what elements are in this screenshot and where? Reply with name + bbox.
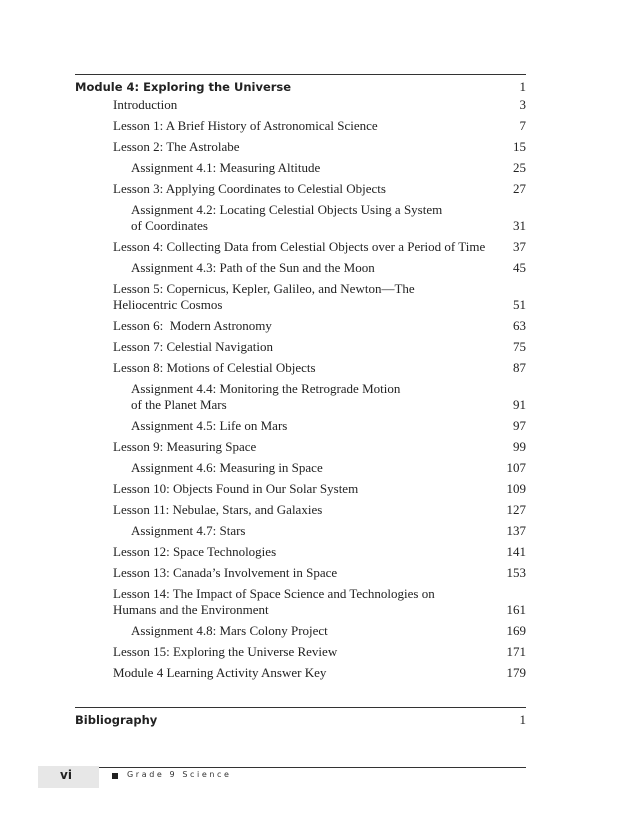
module-page-number: 1 xyxy=(519,79,526,94)
toc-entry-title: Introduction xyxy=(113,97,178,112)
toc-entry xyxy=(113,139,526,155)
toc-entry xyxy=(113,481,526,497)
toc-entry xyxy=(113,565,526,581)
toc-entry xyxy=(113,360,526,376)
toc-entry-page-number: 179 xyxy=(506,665,526,680)
toc-entry-page-number: 161 xyxy=(506,602,526,617)
toc-entry xyxy=(131,523,526,539)
toc-entry xyxy=(113,439,526,455)
toc-entry-title: Assignment 4.7: Stars xyxy=(131,523,246,538)
toc-entry-page-number: 153 xyxy=(506,565,526,580)
toc-entry-page-number: 127 xyxy=(506,502,526,517)
toc-entry xyxy=(113,502,526,518)
toc-entry-page-number: 45 xyxy=(513,260,526,275)
toc-entry-title: Lesson 8: Motions of Celestial Objects xyxy=(113,360,316,375)
toc-entry xyxy=(131,623,526,639)
toc-entry-page-number: 107 xyxy=(506,460,526,475)
footer-page-number: vi xyxy=(60,768,72,782)
toc-entry xyxy=(113,339,526,355)
toc-entry-title: Assignment 4.3: Path of the Sun and the Moon xyxy=(131,260,375,275)
toc-entry-page-number: 137 xyxy=(506,523,526,538)
toc-entry-page-number: 87 xyxy=(513,360,526,375)
toc-entry-title: Lesson 15: Exploring the Universe Review xyxy=(113,644,338,659)
toc-entry-page-number: 91 xyxy=(513,397,526,412)
toc-entry-page-number: 75 xyxy=(513,339,526,354)
toc-entry xyxy=(113,644,526,660)
footer-course-title: Grade 9 Science xyxy=(127,770,232,779)
toc-entry-title: Lesson 2: The Astrolabe xyxy=(113,139,240,154)
toc-entry xyxy=(113,239,526,255)
bibliography-heading xyxy=(75,712,526,730)
toc-entry-title: Lesson 3: Applying Coordinates to Celestial Objects xyxy=(113,181,386,196)
toc-entry-title: Lesson 13: Canada’s Involvement in Space xyxy=(113,565,338,580)
toc-entry xyxy=(113,97,526,113)
toc-entry-title: Assignment 4.8: Mars Colony Project xyxy=(131,623,328,638)
toc-entry-page-number: 63 xyxy=(513,318,526,333)
toc-entry xyxy=(113,281,526,313)
toc-entry-title: Assignment 4.5: Life on Mars xyxy=(131,418,288,433)
toc-entry xyxy=(113,544,526,560)
toc-entry-title: Lesson 9: Measuring Space xyxy=(113,439,257,454)
toc-entry-title: Assignment 4.2: Locating Celestial Objects Using a System xyxy=(131,202,443,217)
toc-entry-title: Assignment 4.6: Measuring in Space xyxy=(131,460,323,475)
toc-entry-page-number: 27 xyxy=(513,181,526,196)
toc-entry-title: Assignment 4.4: Monitoring the Retrograde Motion xyxy=(131,381,401,396)
toc-entry-page-number: 99 xyxy=(513,439,526,454)
toc-entry-page-number: 3 xyxy=(519,97,526,112)
footer-rule xyxy=(99,767,526,768)
toc-entry-title: of Coordinates xyxy=(131,218,208,233)
toc-entry xyxy=(131,160,526,176)
toc-entry-title: Lesson 4: Collecting Data from Celestial Objects over a Period of Time xyxy=(113,239,486,254)
toc-entry-title: Humans and the Environment xyxy=(113,602,269,617)
bibliography-page-number: 1 xyxy=(519,712,526,727)
toc-entry-title: Lesson 6: Modern Astronomy xyxy=(113,318,272,333)
toc-entry xyxy=(131,418,526,434)
toc-entry-page-number: 171 xyxy=(506,644,526,659)
toc-entry xyxy=(131,381,526,413)
square-bullet-icon xyxy=(112,773,118,779)
toc-entry-page-number: 25 xyxy=(513,160,526,175)
toc-entry-title: Lesson 5: Copernicus, Kepler, Galileo, and Newton—The xyxy=(113,281,415,296)
toc-entry-title: Assignment 4.1: Measuring Altitude xyxy=(131,160,321,175)
bibliography-title: Bibliography xyxy=(75,713,158,727)
toc-entry-title: Lesson 12: Space Technologies xyxy=(113,544,277,559)
toc-entry xyxy=(113,118,526,134)
toc-entry-page-number: 97 xyxy=(513,418,526,433)
toc-entry-title: Lesson 14: The Impact of Space Science and Technologies on xyxy=(113,586,435,601)
bibliography-top-rule xyxy=(75,707,526,708)
toc-entry-title: of the Planet Mars xyxy=(131,397,227,412)
toc-entry-page-number: 141 xyxy=(506,544,526,559)
toc-entry-title: Lesson 11: Nebulae, Stars, and Galaxies xyxy=(113,502,323,517)
toc-entry-title: Heliocentric Cosmos xyxy=(113,297,223,312)
toc-entry-page-number: 109 xyxy=(506,481,526,496)
toc-entry-page-number: 37 xyxy=(513,239,526,254)
toc-entry xyxy=(131,260,526,276)
toc-entry xyxy=(131,460,526,476)
toc-entry xyxy=(113,586,526,618)
toc-entry-title: Lesson 7: Celestial Navigation xyxy=(113,339,273,354)
toc-entry xyxy=(131,202,526,234)
toc-entry-page-number: 51 xyxy=(513,297,526,312)
toc-entry xyxy=(113,181,526,197)
toc-entry-page-number: 7 xyxy=(519,118,526,133)
toc-entry-title: Lesson 10: Objects Found in Our Solar System xyxy=(113,481,359,496)
toc-entry-title: Module 4 Learning Activity Answer Key xyxy=(113,665,327,680)
toc-entry-page-number: 169 xyxy=(506,623,526,638)
toc-entry-page-number: 31 xyxy=(513,218,526,233)
toc-entry xyxy=(113,318,526,334)
toc-entry xyxy=(113,665,526,681)
module-title: Module 4: Exploring the Universe xyxy=(75,80,292,94)
toc-entry-title: Lesson 1: A Brief History of Astronomical Science xyxy=(113,118,378,133)
toc-entry-page-number: 15 xyxy=(513,139,526,154)
